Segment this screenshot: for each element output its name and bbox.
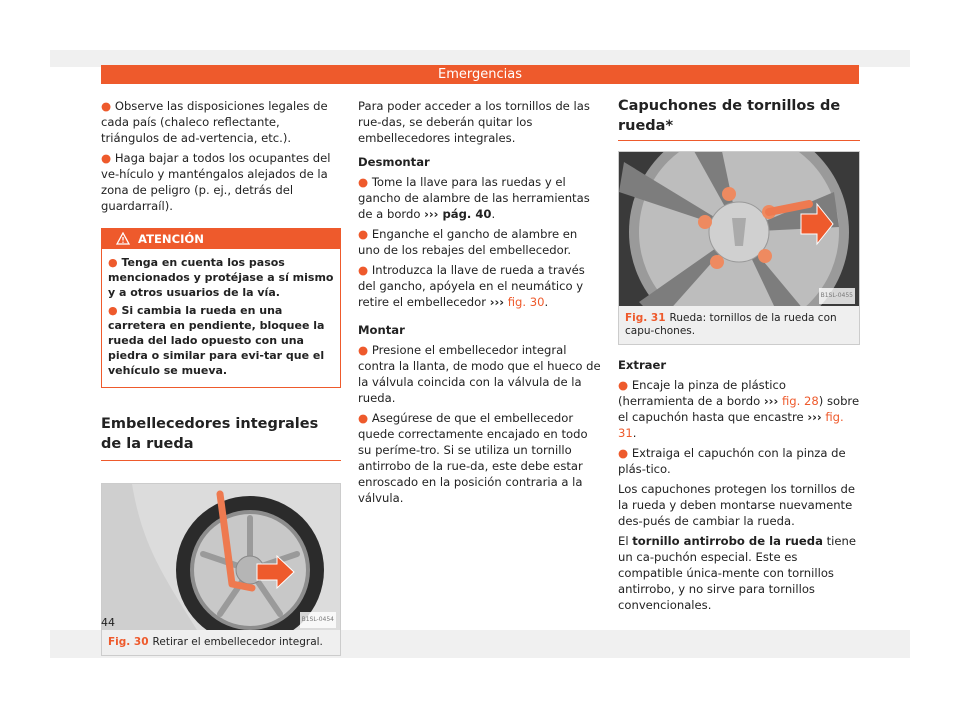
bullet-icon: ● xyxy=(358,227,369,241)
bullet-icon: ● xyxy=(108,304,118,317)
list-item: ● Introduzca la llave de rueda a través del gancho, apóyela en el neumático y retire el embellecedor ››› fig. 30. xyxy=(358,263,585,309)
wheel-cover-removal-image xyxy=(102,484,340,630)
figure-reference-link[interactable]: fig. 30 xyxy=(507,295,545,309)
bullet-icon: ● xyxy=(358,175,369,189)
list-item: ● Observe las disposiciones legales de cada país (chaleco reflectante, triángulos de ad-vertencia, etc.). xyxy=(101,99,328,145)
bullet-icon: ● xyxy=(358,263,369,277)
figure-reference-link[interactable]: fig. 31 xyxy=(618,410,844,440)
warning-box xyxy=(101,228,341,388)
subhead-montar: Montar xyxy=(358,323,405,337)
bullet-icon: ● xyxy=(618,378,629,392)
page-reference-link[interactable]: ››› pág. 40 xyxy=(424,207,492,221)
warning-header: ATENCIÓN xyxy=(102,229,340,249)
bullet-icon: ● xyxy=(358,411,369,425)
figure-reference-link[interactable]: fig. 28 xyxy=(781,394,819,408)
wheel-bolt-caps-image xyxy=(619,152,859,306)
section-title: Embellecedores integrales de la rueda xyxy=(101,414,341,461)
list-item: ● Si cambia la rueda en una carretera en pendiente, bloquee la rueda del lado opuesto con una piedra o similar para evi-tar que el vehículo se mueva. xyxy=(108,304,325,377)
bullet-icon: ● xyxy=(101,99,112,113)
figure-image xyxy=(619,152,859,306)
figure-caption: Fig. 31 Rueda: tornillos de la rueda con capu-chones. xyxy=(619,306,859,344)
list-item: ● Enganche el gancho de alambre en uno de los rebajes del embellecedor. xyxy=(358,227,578,257)
bullet-icon: ● xyxy=(108,256,118,269)
figure-30 xyxy=(101,483,341,656)
warning-triangle-icon xyxy=(116,232,130,245)
figure-image xyxy=(102,484,340,630)
column-left xyxy=(101,98,341,656)
figure-31 xyxy=(618,151,860,345)
figure-code: B1SL-0455 xyxy=(819,288,855,304)
intro-text: Para poder acceder a los tornillos de las rue-das, se deberán quitar los embellecedores integrales. xyxy=(358,99,590,145)
list-item: ● Encaje la pinza de plástico (herramienta de a bordo ››› fig. 28) sobre el capuchón hasta que encastre ››› fig. 31. xyxy=(618,378,860,440)
list-item: ● Haga bajar a todos los ocupantes del ve-hículo y manténgalos alejados de la zona de peligro (p. ej., detrás del guardarraíl). xyxy=(101,151,331,213)
bullet-icon: ● xyxy=(358,343,369,357)
figure-code: B1SL-0454 xyxy=(300,612,336,628)
paragraph: Los capuchones protegen los tornillos de la rueda y deben montarse nuevamente des-pués de cambiar la rueda. xyxy=(618,482,856,528)
subhead-extraer: Extraer xyxy=(618,358,667,372)
page-number: 44 xyxy=(101,616,115,629)
list-item: ● Presione el embellecedor integral contra la llanta, de modo que el hueco de la válvula coincida con la válvula de la rueda. xyxy=(358,343,601,405)
warning-body xyxy=(102,249,340,387)
paragraph: El tornillo antirrobo de la rueda tiene un ca-puchón especial. Este es compatible única-mente con tornillos antirrobo, y no sirve para tornillos convencionales. xyxy=(618,534,856,612)
figure-caption: Fig. 30 Retirar el embellecedor integral. xyxy=(102,630,340,655)
section-title: Capuchones de tornillos de rueda* xyxy=(618,96,860,141)
list-item: ● Asegúrese de que el embellecedor quede correctamente encajado en todo su períme-tro. Si se utiliza un tornillo antirrobo de la rue-da, este debe estar enroscado en la posición contraria a la válvula. xyxy=(358,411,588,505)
column-middle xyxy=(358,98,602,510)
bullet-icon: ● xyxy=(101,151,112,165)
bullet-icon: ● xyxy=(618,446,629,460)
list-item: ● Extraiga el capuchón con la pinza de plás-tico. xyxy=(618,446,846,476)
list-item: ● Tenga en cuenta los pasos mencionados y protéjase a sí mismo y a otros usuarios de la vía. xyxy=(108,256,334,299)
list-item: ● Tome la llave para las ruedas y el gancho de alambre de las herramientas de a bordo ››› pág. 40. xyxy=(358,175,590,221)
subhead-desmontar: Desmontar xyxy=(358,155,430,169)
column-right xyxy=(618,98,860,617)
chapter-header: Emergencias xyxy=(101,65,859,84)
